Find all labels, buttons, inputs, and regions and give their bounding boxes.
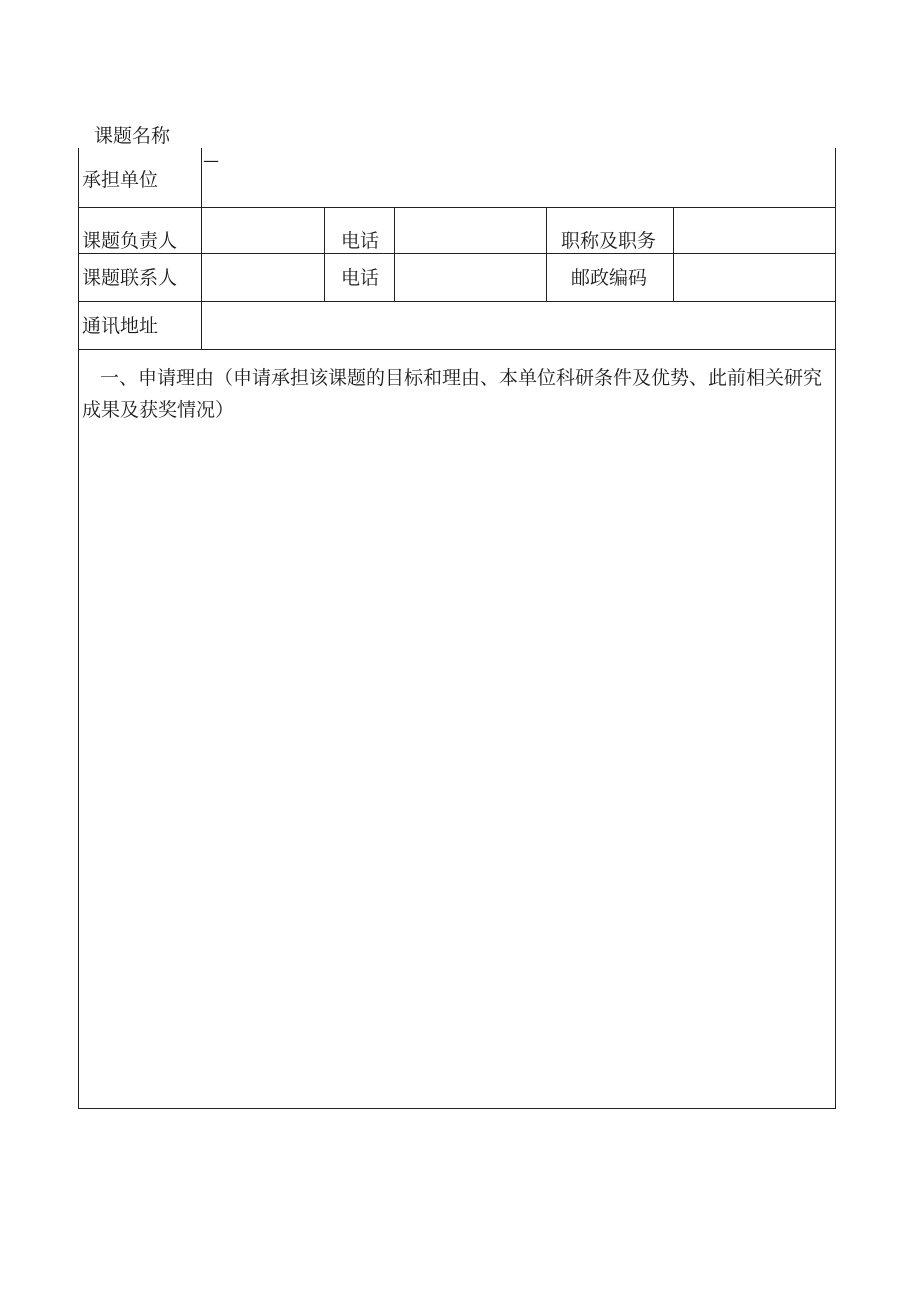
reason-heading: 一、申请理由（申请承担该课题的目标和理由、本单位科研条件及优势、此前相关研究成果及获奖情况）	[82, 367, 823, 421]
address-field[interactable]	[202, 302, 835, 349]
table-border-right	[835, 148, 836, 1109]
contact-phone-label: 电话	[341, 267, 380, 289]
col-divider-1	[324, 207, 325, 302]
contact-phone-field[interactable]	[395, 254, 546, 301]
contact-label: 课题联系人	[82, 267, 178, 289]
leader-field[interactable]	[202, 208, 324, 253]
unit-field[interactable]	[202, 149, 835, 207]
col-divider-3	[546, 207, 547, 302]
address-label: 通讯地址	[82, 315, 159, 337]
row-line-4	[78, 349, 836, 350]
postcode-field[interactable]	[674, 254, 835, 301]
leader-label: 课题负责人	[82, 230, 178, 252]
reason-field[interactable]	[79, 430, 835, 1108]
leader-phone-field[interactable]	[395, 208, 546, 253]
table-border-bottom	[78, 1108, 836, 1109]
unit-value: —	[203, 151, 219, 170]
topic-name-label: 课题名称	[94, 125, 171, 147]
title-position-field[interactable]	[674, 208, 835, 253]
leader-phone-label: 电话	[341, 230, 380, 252]
contact-field[interactable]	[202, 254, 324, 301]
unit-label: 承担单位	[82, 169, 159, 191]
title-position-label: 职称及职务	[561, 230, 657, 252]
postcode-label: 邮政编码	[571, 267, 648, 289]
